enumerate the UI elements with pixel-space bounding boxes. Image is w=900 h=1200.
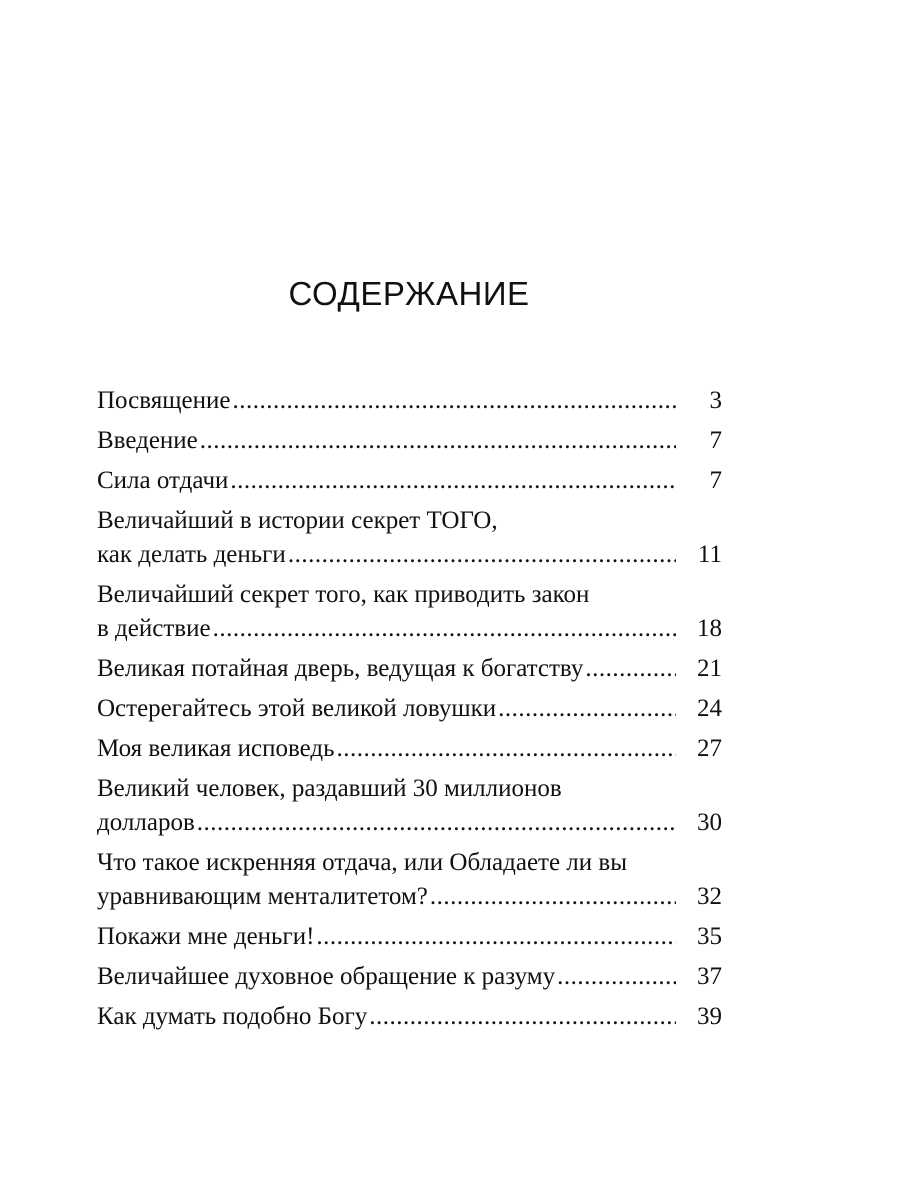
toc-entry-title: Покажи мне деньги! (97, 923, 315, 950)
toc-page-number: 35 (697, 923, 722, 950)
toc-entry-title-line2: как делать деньги (97, 541, 286, 568)
toc-page-number: 39 (697, 1003, 722, 1030)
page-title: СОДЕРЖАНИЕ (288, 275, 530, 312)
dot-leader (232, 384, 676, 418)
toc-entry-title-line2: уравнивающим менталитетом? (97, 883, 428, 910)
dot-leader (200, 424, 676, 458)
toc-entry (97, 652, 722, 686)
toc-page-number: 3 (709, 387, 722, 414)
toc-entry (97, 384, 722, 418)
toc-entry (97, 504, 722, 572)
toc-entry-title: Остерегайтесь этой великой ловушки (97, 695, 497, 722)
toc-entry-title-line1: Что такое искренняя отдача, или Обладаете ли вы (97, 849, 628, 876)
toc-entry-title: Введение (97, 427, 198, 454)
toc-entry-title-line1: Величайший секрет того, как приводить закон (97, 581, 590, 608)
toc-page-number: 21 (697, 655, 722, 682)
toc-entry (97, 1000, 722, 1034)
toc-entry-title: Посвящение (97, 387, 231, 414)
dot-leader (316, 920, 676, 954)
toc-entry (97, 424, 722, 458)
toc-entry-title-line1: Великий человек, раздавший 30 миллионов (97, 775, 562, 802)
dot-leader (197, 806, 676, 840)
toc-page-number: 32 (697, 883, 722, 910)
toc-page-number: 11 (697, 541, 722, 568)
toc-entry-title: Великая потайная дверь, ведущая к богатству (97, 655, 584, 682)
toc-page-number: 30 (697, 809, 722, 836)
toc-entry-title: Как думать подобно Богу (97, 1003, 368, 1030)
dot-leader (213, 612, 676, 646)
toc-entry-title-line2: в действие (97, 615, 211, 642)
toc-entry (97, 960, 722, 994)
toc-entry-title: Сила отдачи (97, 467, 229, 494)
toc-entry-title-line1: Величайший в истории секрет ТОГО, (97, 507, 498, 534)
toc-page-number: 18 (697, 615, 722, 642)
toc-page-number: 27 (697, 735, 722, 762)
toc-page-number: 7 (709, 427, 722, 454)
toc-entry (97, 732, 722, 766)
toc-entry (97, 846, 722, 914)
dot-leader (288, 538, 676, 572)
dot-leader (585, 652, 676, 686)
toc-entry (97, 920, 722, 954)
dot-leader (557, 960, 676, 994)
toc-page-number: 24 (697, 695, 722, 722)
toc-entry (97, 692, 722, 726)
toc-entry-title: Моя великая исповедь (97, 735, 335, 762)
table-of-contents (97, 384, 722, 1040)
toc-page-number: 37 (697, 963, 722, 990)
dot-leader (369, 1000, 676, 1034)
dot-leader (430, 880, 676, 914)
dot-leader (498, 692, 676, 726)
toc-entry (97, 578, 722, 646)
toc-entry-title: Величайшее духовное обращение к разуму (97, 963, 556, 990)
toc-page-number: 7 (709, 467, 722, 494)
toc-entry-title-line2: долларов (97, 809, 195, 836)
toc-entry (97, 772, 722, 840)
dot-leader (337, 732, 677, 766)
toc-entry (97, 464, 722, 498)
dot-leader (230, 464, 676, 498)
